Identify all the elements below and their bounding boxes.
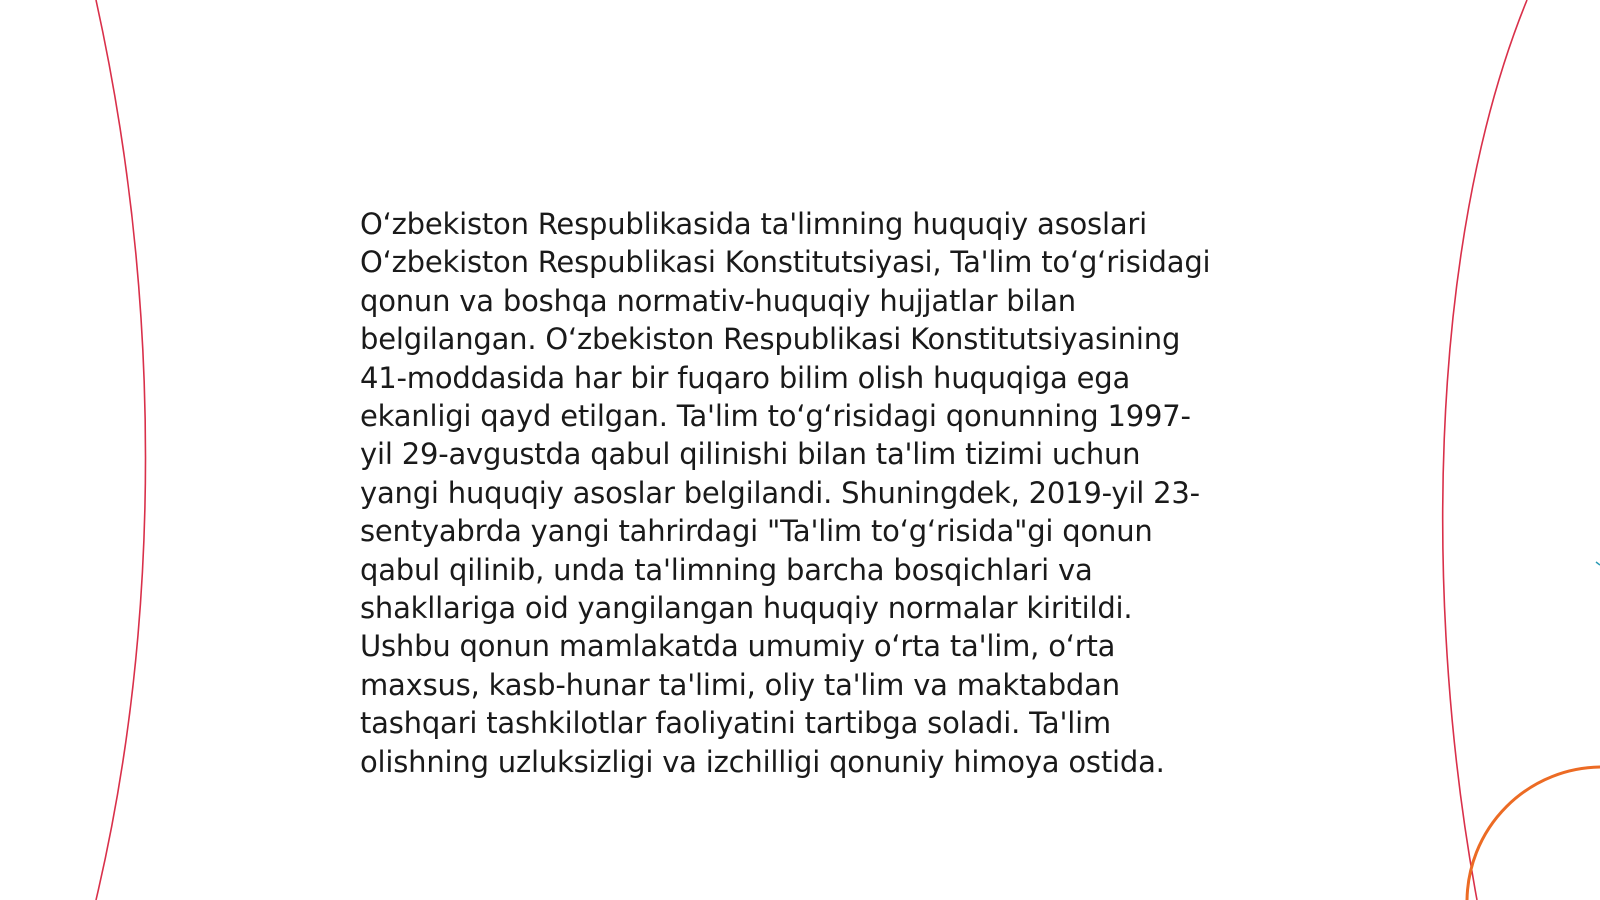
- teal-accent-mark: [1596, 562, 1600, 565]
- body-paragraph: O‘zbekiston Respublikasida ta'limning huquqiy asoslari O‘zbekiston Respublikasi Konstitutsiyasi, Ta'lim to‘g‘risidagi qonun va boshqa normativ-huquqiy hujjatlar bilan belgilangan. O‘zbekiston Respublikasi Konstitutsiyasining 41-moddasida har bir fuqaro bilim olish huquqiga ega ekanligi qayd etilgan. Ta'lim to‘g‘risidagi qonunning 1997-yil 29-avgustda qabul qilinishi bilan ta'lim tizimi uchun yangi huquqiy asoslar belgilandi. Shuningdek, 2019-yil 23-sentyabrda yangi tahrirdagi "Ta'lim to‘g‘risida"gi qonun qabul qilinib, unda ta'limning barcha bosqichlari va shakllariga oid yangilangan huquqiy normalar kiritildi. Ushbu qonun mamlakatda umumiy o‘rta ta'lim, o‘rta maxsus, kasb-hunar ta'limi, oliy ta'lim va maktabdan tashqari tashkilotlar faoliyatini tartibga soladi. Ta'lim olishning uzluksizligi va izchilligi qonuniy himoya ostida.: [360, 207, 1211, 779]
- right-red-arc: [1443, 0, 1527, 900]
- left-red-arc: [96, 0, 146, 900]
- orange-circle-arc: [1467, 767, 1600, 900]
